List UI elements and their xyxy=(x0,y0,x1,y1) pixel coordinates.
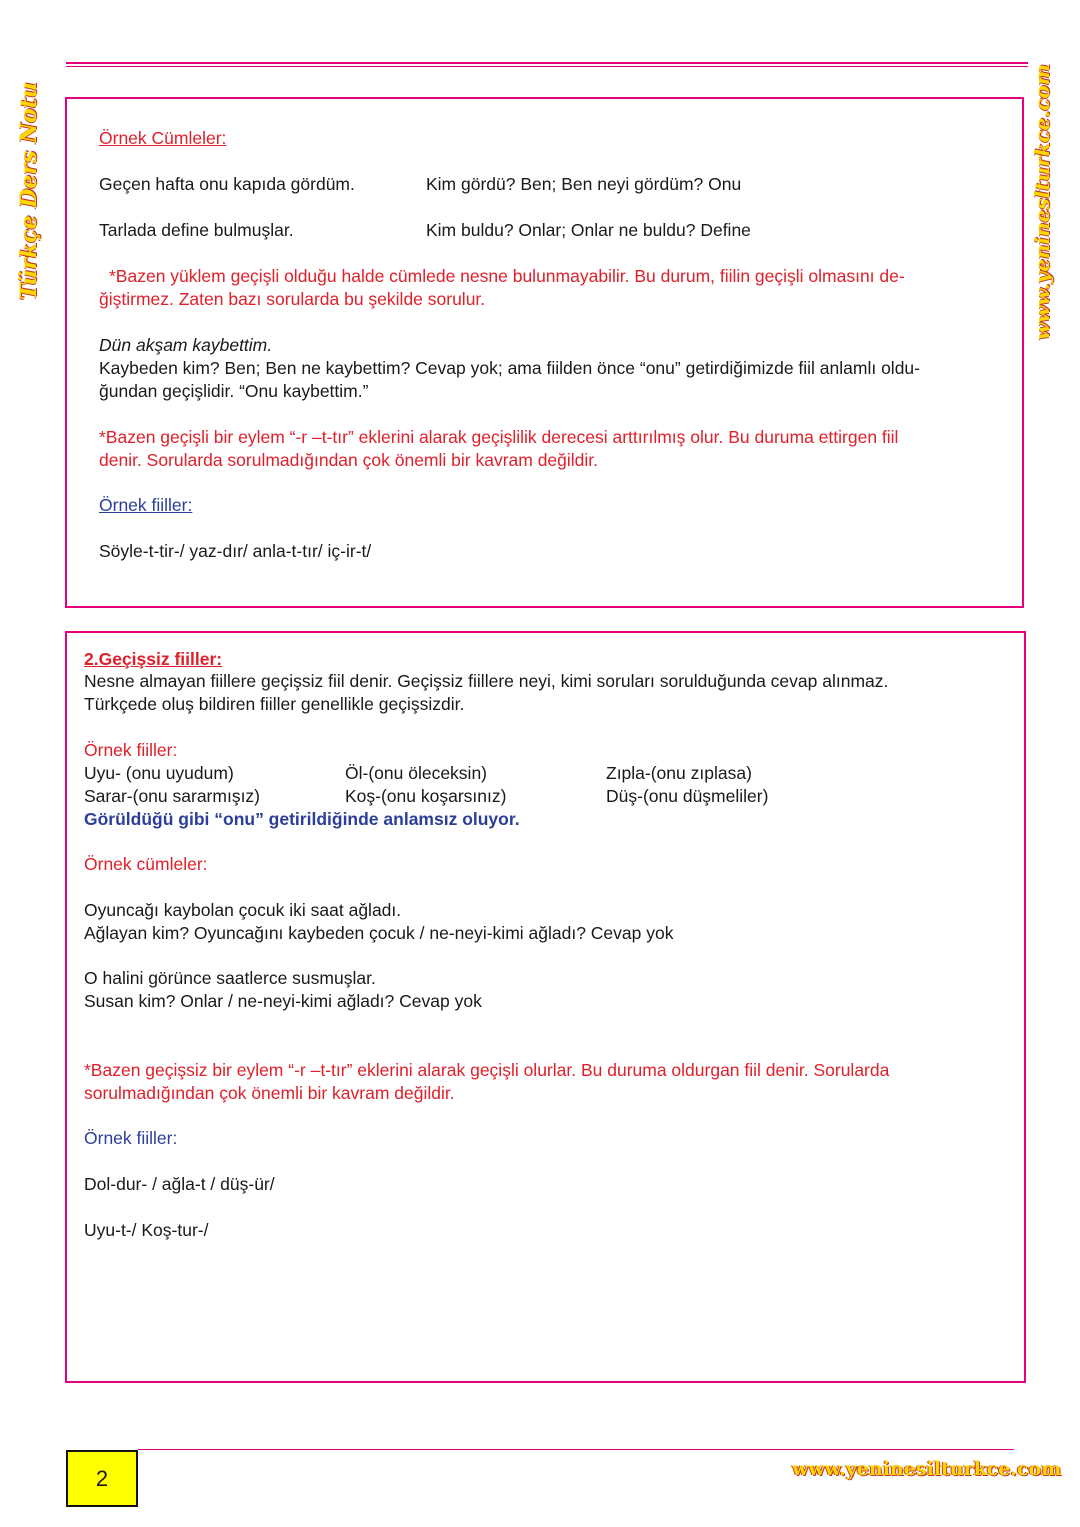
examples-heading: Örnek Cümleler: xyxy=(99,128,227,148)
example-questions-1: Kim gördü? Ben; Ben neyi gördüm? Onu xyxy=(426,174,742,194)
section-title: 2.Geçişsiz fiiller: xyxy=(84,649,223,669)
note2-line2: denir. Sorularda sorulmadığından çok önemli bir kavram değildir. xyxy=(99,450,599,470)
top-rule xyxy=(66,62,1028,64)
note1-line1: *Bazen yüklem geçişli olduğu halde cümlede nesne bulunmayabilir. Bu durum, fiilin geçişli olmasını de- xyxy=(109,266,905,286)
note1-line2: ğiştirmez. Zaten bazı sorularda bu şekilde sorulur. xyxy=(99,289,486,309)
side-title: Türkçe Ders Notu xyxy=(16,82,42,300)
side-url: www.yenineslturkce.com xyxy=(1030,64,1054,340)
example-sentence-2: Tarlada define bulmuşlar. xyxy=(99,220,294,240)
example-sentence-1: Geçen hafta onu kapıda gördüm. xyxy=(99,174,355,194)
sentence2-line2: Susan kim? Onlar / ne-neyi-kimi ağladı? Cevap yok xyxy=(84,991,482,1011)
verbs-heading-3: Örnek fiiller: xyxy=(84,1128,178,1148)
explanation-line1: Kaybeden kim? Ben; Ben ne kaybettim? Cevap yok; ama fiilden önce “onu” getirdiğimizde fiil anlamlı oldu- xyxy=(99,358,920,378)
note3-line2: sorulmadığından çok önemli bir kavram değildir. xyxy=(84,1083,455,1103)
verbs-list: Söyle-t-tir-/ yaz-dır/ anla-t-tır/ iç-ir-t/ xyxy=(99,541,372,561)
sentence2-line1: O halini görünce saatlerce susmuşlar. xyxy=(84,968,376,988)
sentence1-line1: Oyuncağı kaybolan çocuk iki saat ağladı. xyxy=(84,900,402,920)
sentence1-line2: Ağlayan kim? Oyuncağını kaybeden çocuk / ne-neyi-kimi ağladı? Cevap yok xyxy=(84,923,674,943)
verbs-heading-2: Örnek fiiller: xyxy=(84,740,178,760)
definition-line2: Türkçede oluş bildiren fiiller genellikle geçişsizdir. xyxy=(84,694,465,714)
italic-example: Dün akşam kaybettim. xyxy=(99,335,273,355)
verbs2-line1: Dol-dur- / ağla-t / düş-ür/ xyxy=(84,1174,275,1194)
bottom-rule xyxy=(138,1449,1014,1450)
sentences-heading: Örnek cümleler: xyxy=(84,854,208,874)
verb-cell: Zıpla-(onu zıplasa) xyxy=(606,763,752,783)
verb-cell: Uyu- (onu uyudum) xyxy=(84,763,234,783)
footer-url[interactable]: www.yeninesilturkce.com xyxy=(792,1458,1062,1480)
conclusion: Görüldüğü gibi “onu” getirildiğinde anlamsız oluyor. xyxy=(84,809,520,829)
explanation-line2: ğundan geçişlidir. “Onu kaybettim.” xyxy=(99,381,369,401)
note3-line1: *Bazen geçişsiz bir eylem “-r –t-tır” eklerini alarak geçişli olurlar. Bu duruma oldurgan fiil denir. Sorularda xyxy=(84,1060,890,1080)
verb-cell: Sarar-(onu sararmışız) xyxy=(84,786,261,806)
verb-cell: Öl-(onu öleceksin) xyxy=(345,763,487,783)
verbs-heading: Örnek fiiller: xyxy=(99,495,193,515)
note2-line1: *Bazen geçişli bir eylem “-r –t-tır” eklerini alarak geçişlilik derecesi arttırılmış olur. Bu duruma ettirgen fiil xyxy=(99,427,899,447)
verb-cell: Düş-(onu düşmeliler) xyxy=(606,786,769,806)
definition-line1: Nesne almayan fiillere geçişsiz fiil denir. Geçişsiz fiillere neyi, kimi soruları sorulduğunda cevap alınmaz. xyxy=(84,671,889,691)
page-number: 2 xyxy=(66,1450,138,1507)
example-questions-2: Kim buldu? Onlar; Onlar ne buldu? Define xyxy=(426,220,751,240)
top-rule-secondary xyxy=(66,66,1028,67)
verb-cell: Koş-(onu koşarsınız) xyxy=(345,786,507,806)
verbs2-line2: Uyu-t-/ Koş-tur-/ xyxy=(84,1220,209,1240)
